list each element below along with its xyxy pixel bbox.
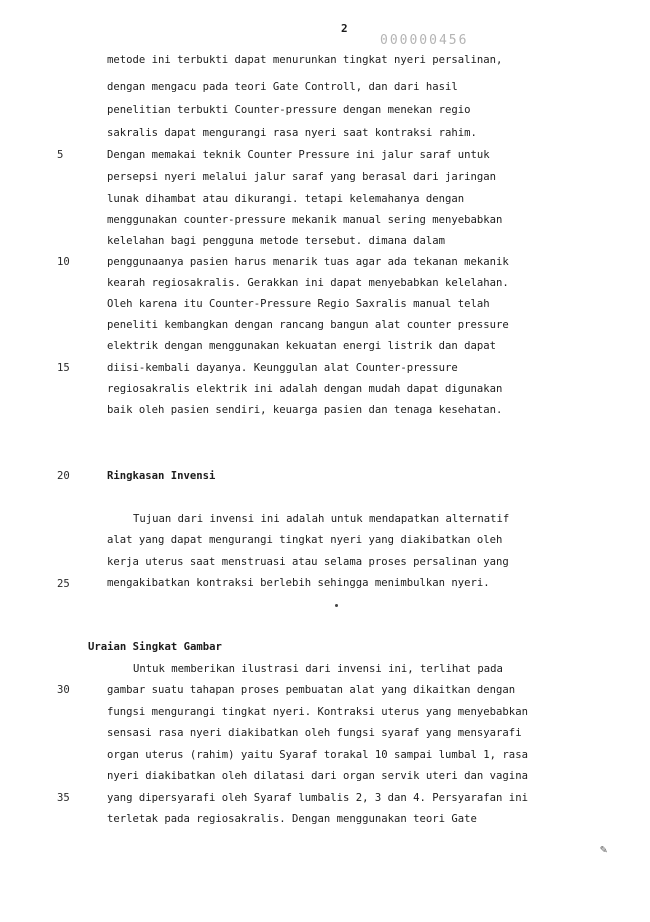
text-line: Oleh karena itu Counter-Pressure Regio Saxralis manual telah: [107, 298, 490, 310]
margin-dot: [335, 604, 338, 607]
text-line: Untuk memberikan ilustrasi dari invensi ini, terlihat pada: [133, 663, 503, 675]
page-number: 2: [341, 22, 348, 35]
text-line: alat yang dapat mengurangi tingkat nyeri yang diakibatkan oleh: [107, 534, 503, 546]
text-line: fungsi mengurangi tingkat nyeri. Kontraksi uterus yang menyebabkan: [107, 706, 528, 718]
text-line: regiosakralis elektrik ini adalah dengan mudah dapat digunakan: [107, 383, 503, 395]
text-line: sensasi rasa nyeri diakibatkan oleh fungsi syaraf yang mensyarafi: [107, 727, 522, 739]
line-number: 15: [57, 362, 70, 374]
text-line: diisi-kembali dayanya. Keunggulan alat Counter-pressure: [107, 362, 458, 374]
text-line: metode ini terbukti dapat menurunkan tingkat nyeri persalinan,: [107, 54, 503, 66]
text-line: terletak pada regiosakralis. Dengan menggunakan teori Gate: [107, 813, 477, 825]
text-line: Dengan memakai teknik Counter Pressure ini jalur saraf untuk: [107, 149, 490, 161]
text-line: dengan mengacu pada teori Gate Controll, dan dari hasil: [107, 81, 458, 93]
text-line: baik oleh pasien sendiri, keuarga pasien dan tenaga kesehatan.: [107, 404, 503, 416]
text-line: lunak dihambat atau dikurangi. tetapi kelemahanya dengan: [107, 193, 465, 205]
text-line: peneliti kembangkan dengan rancang bangun alat counter pressure: [107, 319, 509, 331]
text-line: kelelahan bagi pengguna metode tersebut. dimana dalam: [107, 235, 446, 247]
text-line: nyeri diakibatkan oleh dilatasi dari organ servik uteri dan vagina: [107, 770, 528, 782]
section-heading-uraian: Uraian Singkat Gambar: [88, 641, 222, 653]
line-number: 35: [57, 792, 70, 804]
pen-scribble-mark: ✎: [600, 842, 608, 856]
text-line: persepsi nyeri melalui jalur saraf yang berasal dari jaringan: [107, 171, 497, 183]
text-line: kerja uterus saat menstruasi atau selama proses persalinan yang: [107, 556, 509, 568]
text-line: Tujuan dari invensi ini adalah untuk mendapatkan alternatif: [133, 513, 510, 525]
text-line: sakralis dapat mengurangi rasa nyeri saat kontraksi rahim.: [107, 127, 477, 139]
text-line: penggunaanya pasien harus menarik tuas agar ada tekanan mekanik: [107, 256, 509, 268]
line-number: 5: [57, 149, 64, 161]
text-line: yang dipersyarafi oleh Syaraf lumbalis 2, 3 dan 4. Persyarafan ini: [107, 792, 528, 804]
section-heading-ringkasan: Ringkasan Invensi: [107, 470, 216, 482]
text-line: menggunakan counter-pressure mekanik manual sering menyebabkan: [107, 214, 503, 226]
line-number: 30: [57, 684, 70, 696]
line-number: 25: [57, 578, 70, 590]
text-line: kearah regiosakralis. Gerakkan ini dapat menyebabkan kelelahan.: [107, 277, 509, 289]
text-line: penelitian terbukti Counter-pressure dengan menekan regio: [107, 104, 471, 116]
text-line: organ uterus (rahim) yaitu Syaraf torakal 10 sampai lumbal 1, rasa: [107, 749, 528, 761]
text-line: elektrik dengan menggunakan kekuatan energi listrik dan dapat: [107, 340, 497, 352]
text-line: mengakibatkan kontraksi berlebih sehingga menimbulkan nyeri.: [107, 577, 490, 589]
line-number: 10: [57, 256, 70, 268]
document-stamp: 000000456: [380, 33, 469, 48]
line-number: 20: [57, 470, 70, 482]
text-line: gambar suatu tahapan proses pembuatan alat yang dikaitkan dengan: [107, 684, 516, 696]
